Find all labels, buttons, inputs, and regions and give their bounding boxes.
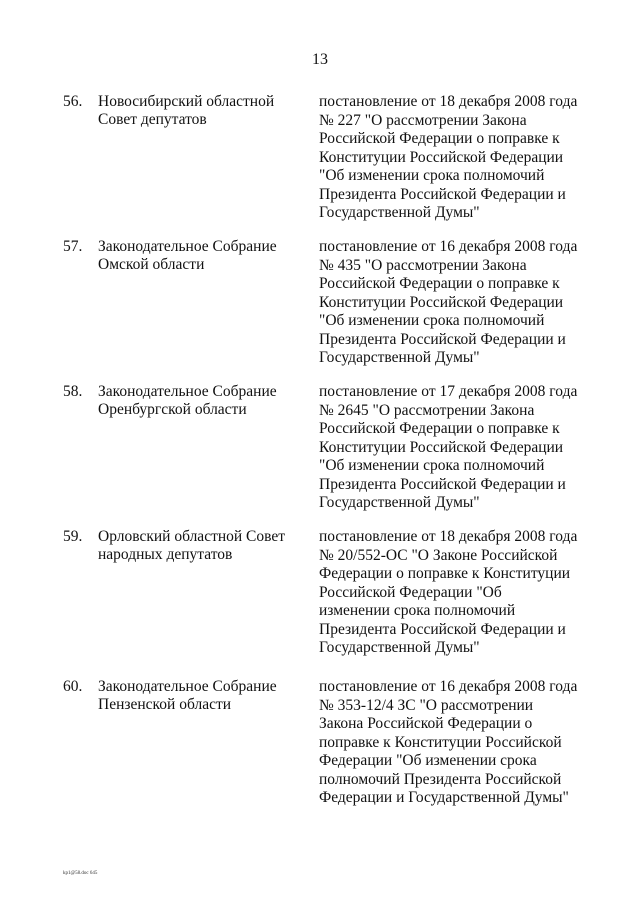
organization-name: Законодательное Собрание Пензенской области [98,678,277,713]
entry-number: 57. [63,238,83,255]
resolution-text: постановление от 18 декабря 2008 года № 227 "О рассмотрении Закона Российской Федерации о поправке к Конституции Российской Федерации "Об изменении срока полномочий Президента Российской Федерации и Государственной Думы" [319,93,578,221]
page-number: 13 [312,51,328,68]
resolution-text: постановление от 17 декабря 2008 года № 2645 "О рассмотрении Закона Российской Федерации о поправке к Конституции Российской Федерации "Об изменении срока полномочий Президента Российской Федерации и Государственной Думы" [319,383,578,511]
file-footer: kp1@58.doc 645 [63,871,98,876]
entry-number: 60. [63,678,83,695]
organization-name: Законодательное Собрание Оренбургской области [98,383,277,418]
entry-number: 59. [63,528,83,545]
resolution-text: постановление от 16 декабря 2008 года № 435 "О рассмотрении Закона Российской Федерации о поправке к Конституции Российской Федерации "Об изменении срока полномочий Президента Российской Федерации и Государственной Думы" [319,238,578,366]
resolution-text: постановление от 16 декабря 2008 года № 353-12/4 ЗС "О рассмотрении Закона Российской Федерации о поправке к Конституции Российской Федерации "Об изменении срока полномочий Президента Российской Федерации и Государственной Думы" [319,678,578,806]
organization-name: Законодательное Собрание Омской области [98,238,277,273]
resolution-text: постановление от 18 декабря 2008 года № 20/552-ОС "О Законе Российской Федерации о поправке к Конституции Российской Федерации "Об изменении срока полномочий Президента Российской Федерации и Государственной Думы" [319,528,578,656]
organization-name: Орловский областной Совет народных депутатов [98,528,286,563]
entry-number: 56. [63,93,83,110]
organization-name: Новосибирский областной Совет депутатов [98,93,275,128]
entry-number: 58. [63,383,83,400]
